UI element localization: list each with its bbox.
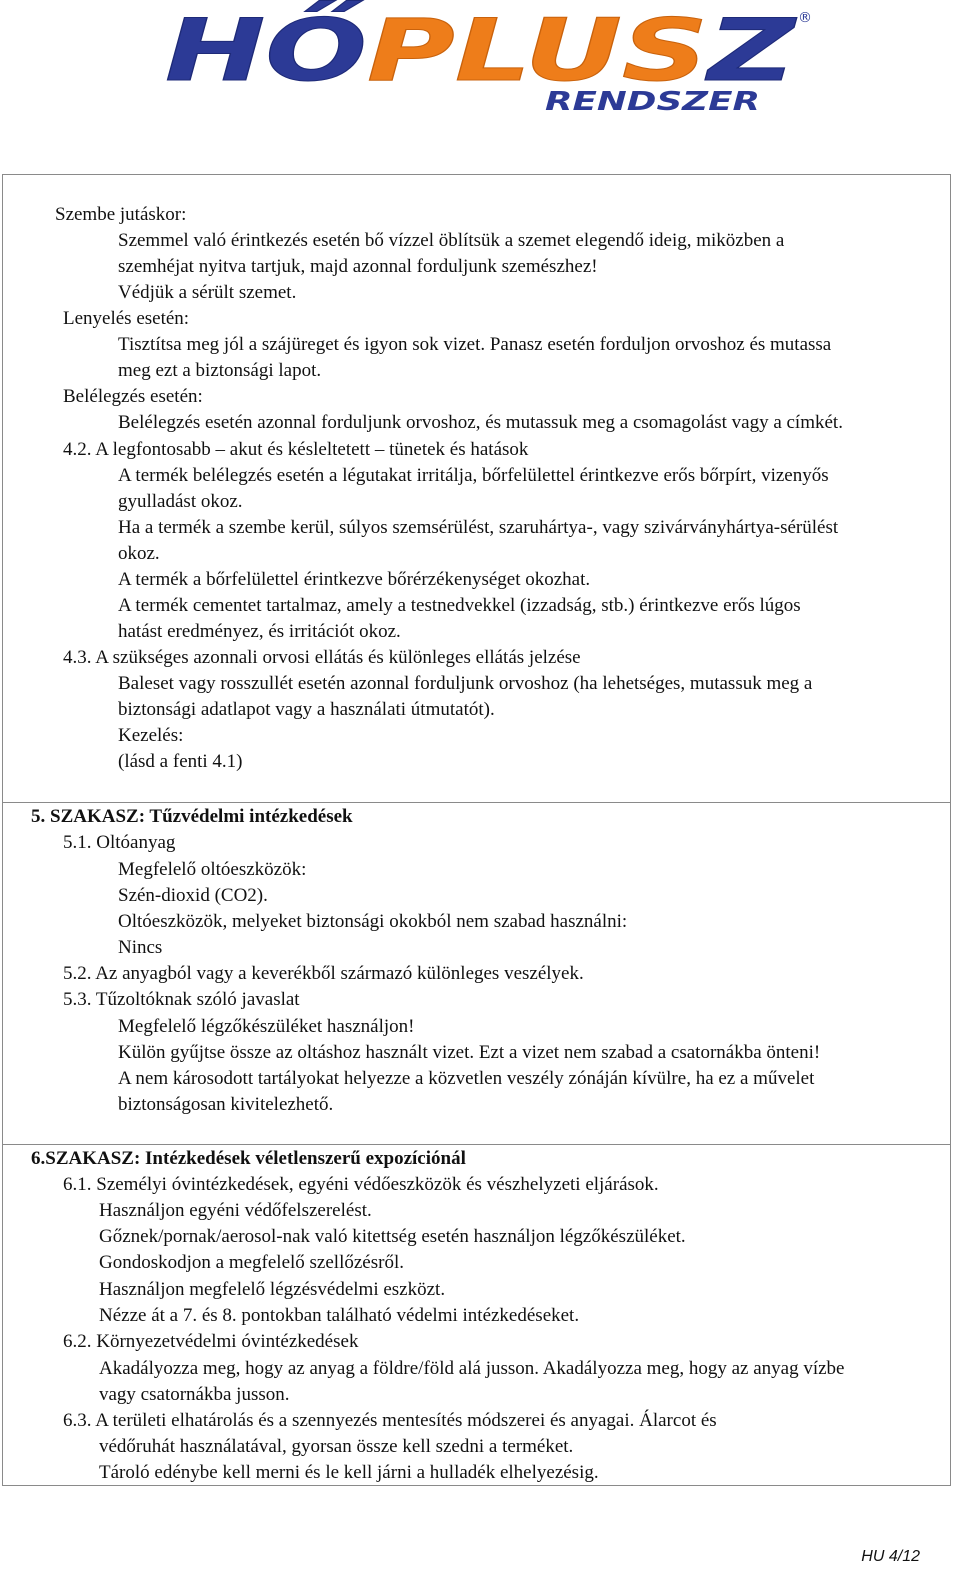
text-line: Külön gyűjtse össze az oltáshoz használt vizet. Ezt a vizet nem szabad a csatornákba önteni! xyxy=(118,1042,821,1063)
text-line: Megfelelő oltóeszközök: xyxy=(118,859,307,880)
text-line: hatást eredményez, és irritációt okoz. xyxy=(118,621,401,642)
text-line: Baleset vagy rosszullét esetén azonnal forduljunk orvoshoz (ha lehetséges, mutassuk meg a xyxy=(118,673,813,694)
text-line: Védjük a sérült szemet. xyxy=(118,282,297,303)
text-line: Szén-dioxid (CO2). xyxy=(118,885,268,906)
text-line: Gőznek/pornak/aerosol-nak való kitettség esetén használjon légzőkészüléket. xyxy=(99,1226,686,1247)
text-line: Szemmel való érintkezés esetén bő vízzel öblítsük a szemet elegendő ideig, miközben a xyxy=(118,230,785,251)
subheading-inhale: Belélegzés esetén: xyxy=(63,386,203,407)
text-line: Nézze át a 7. és 8. pontokban található védelmi intézkedéseket. xyxy=(99,1305,580,1326)
section-divider xyxy=(2,1144,951,1145)
section-6-3-title: 6.3. A területi elhatárolás és a szennyezés mentesítés módszerei és anyagai. Álarcot és xyxy=(63,1410,717,1431)
company-logo xyxy=(150,0,810,118)
section-4-2-title: 4.2. A legfontosabb – akut és késleltetett – tünetek és hatások xyxy=(63,439,529,460)
section-divider xyxy=(2,802,951,803)
text-line: biztonságosan kivitelezhető. xyxy=(118,1094,334,1115)
text-line: A termék a bőrfelülettel érintkezve bőrérzékenységet okozhat. xyxy=(118,569,591,590)
text-line: Tároló edénybe kell merni és le kell járni a hulladék elhelyezésig. xyxy=(99,1462,599,1483)
text-line: biztonsági adatlapot vagy a használati útmutatót). xyxy=(118,699,495,720)
text-line: Nincs xyxy=(118,937,163,958)
text-line: Megfelelő légzőkészüléket használjon! xyxy=(118,1016,415,1037)
text-line: Használjon egyéni védőfelszerelést. xyxy=(99,1200,372,1221)
text-line: védőruhát használatával, gyorsan össze kell szedni a terméket. xyxy=(99,1436,574,1457)
text-line: okoz. xyxy=(118,543,160,564)
text-line: Gondoskodjon a megfelelő szellőzésről. xyxy=(99,1252,404,1273)
section-5-2-title: 5.2. Az anyagból vagy a keverékből származó különleges veszélyek. xyxy=(63,963,584,984)
text-line: A termék cementet tartalmaz, amely a testnedvekkel (izzadság, stb.) érintkezve erős lúgos xyxy=(118,595,801,616)
text-line: meg ezt a biztonsági lapot. xyxy=(118,360,322,381)
text-line: vagy csatornákba jusson. xyxy=(99,1384,290,1405)
section-6-heading: 6.SZAKASZ: Intézkedések véletlenszerű expozíciónál xyxy=(31,1148,466,1169)
text-line: A nem károsodott tartályokat helyezze a közvetlen veszély zónáján kívülre, ha ez a művelet xyxy=(118,1068,815,1089)
logo-reg-mark: ® xyxy=(798,10,812,26)
section-6-2-title: 6.2. Környezetvédelmi óvintézkedések xyxy=(63,1331,359,1352)
section-5-1-title: 5.1. Oltóanyag xyxy=(63,832,176,853)
logo-sub-text: RENDSZER xyxy=(545,87,760,117)
section-6-1-title: 6.1. Személyi óvintézkedések, egyéni védőeszközök és vészhelyzeti eljárások. xyxy=(63,1174,659,1195)
text-line: Használjon megfelelő légzésvédelmi eszközt. xyxy=(99,1279,446,1300)
text-line: Kezelés: xyxy=(118,725,184,746)
text-line: gyulladást okoz. xyxy=(118,491,243,512)
page-number: HU 4/12 xyxy=(861,1548,920,1565)
section-5-3-title: 5.3. Tűzoltóknak szóló javaslat xyxy=(63,989,300,1010)
text-line: Oltóeszközök, melyeket biztonsági okokból nem szabad használni: xyxy=(118,911,628,932)
section-4-3-title: 4.3. A szükséges azonnali orvosi ellátás és különleges ellátás jelzése xyxy=(63,647,581,668)
logo-brand-text: H Ő P L U S Z xyxy=(165,1,771,101)
section-5-heading: 5. SZAKASZ: Tűzvédelmi intézkedések xyxy=(31,806,353,827)
text-line: (lásd a fenti 4.1) xyxy=(118,751,243,772)
text-line: Belélegzés esetén azonnal forduljunk orvoshoz, és mutassuk meg a csomagolást vagy a címkét. xyxy=(118,412,843,433)
text-line: A termék belélegzés esetén a légutakat irritálja, bőrfelülettel érintkezve erős bőrpírt, vizenyős xyxy=(118,465,829,486)
subheading-swallow: Lenyelés esetén: xyxy=(63,308,190,329)
text-line: Ha a termék a szembe kerül, súlyos szemsérülést, szaruhártya-, vagy szivárványhártya-sérülést xyxy=(118,517,839,538)
subheading-eye: Szembe jutáskor: xyxy=(55,204,187,225)
text-line: Akadályozza meg, hogy az anyag a földre/föld alá jusson. Akadályozza meg, hogy az anyag vízbe xyxy=(99,1358,845,1379)
text-line: Tisztítsa meg jól a szájüreget és igyon sok vizet. Panasz esetén forduljon orvoshoz és mutassa xyxy=(118,334,832,355)
text-line: szemhéjat nyitva tartjuk, majd azonnal forduljunk szemészhez! xyxy=(118,256,598,277)
